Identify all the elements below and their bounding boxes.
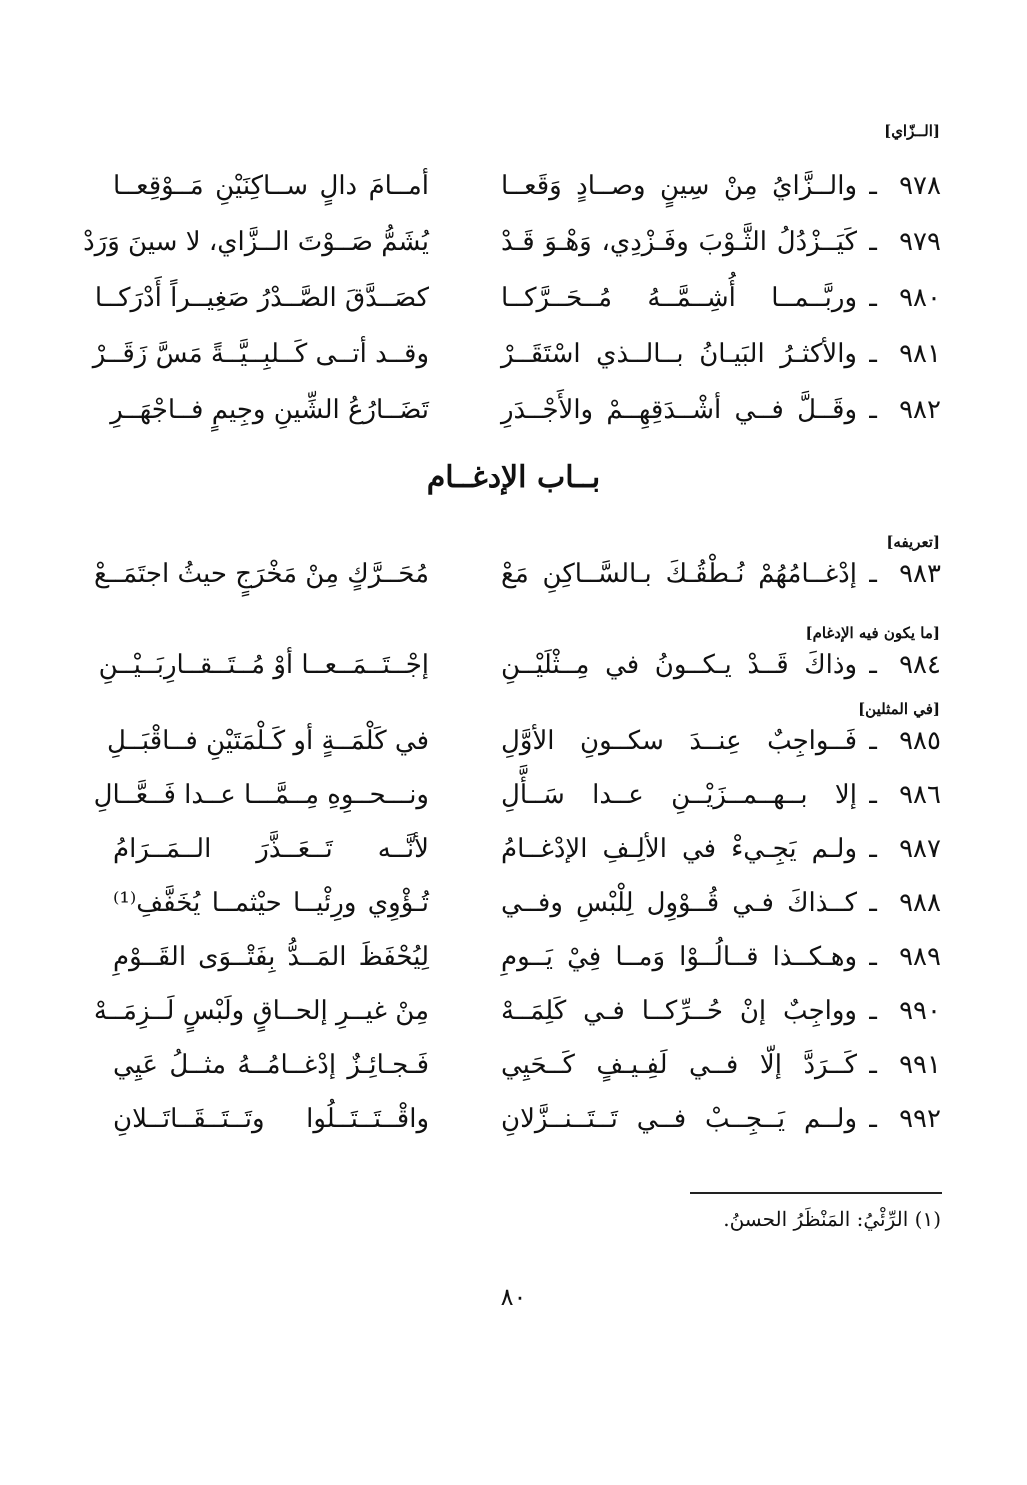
verse-978: ٩٧٨ ـ والــزَّايُ مِنْ سِينٍ وصــادٍ وَقَعــا أمــامَ دالٍ ســاكِنَيْنِ مَــوْقِعــا: [113, 171, 941, 201]
first-hemistich: كَــرَدَّ إلّا فــي لَفِـيـفٍ كَــحَيِي: [501, 1050, 857, 1080]
first-hemistich: كَيَــزْدُلُ الثَّـوْبَ وفَـزْدِي، وَهْـوَ قَـدْ: [501, 227, 857, 257]
section-heading-assimilation-cases: [ما يكون فيه الإدغام]: [805, 624, 940, 642]
verse-984: ٩٨٤ ـ وذاكَ قَــدْ يـكــونُ في مِــثْلَيْــنِ إجْــتَــمَــعــا أوْ مُــتَــقــارِبَــيْــنِ: [98, 650, 941, 680]
verse-number: ٩٩٠: [899, 996, 941, 1026]
first-hemistich: وواجِبٌ إنْ حُــرِّكــا فـي كَلِمَــهْ: [501, 996, 857, 1026]
verse-number: ٩٨٢: [899, 395, 941, 425]
verse-990: ٩٩٠ ـ وواجِبٌ إنْ حُــرِّكــا فـي كَلِمَــهْ مِنْ غيــرِ إلحــاقٍ ولَبْسٍ لَــزِمَــهْ: [93, 996, 941, 1026]
verse-number: ٩٧٨: [899, 171, 941, 201]
second-hemistich: كصَــدَّقَ الصَّــدْرُ صَغِيــراً أَدْرَكــا: [94, 283, 429, 313]
first-hemistich: كــذاكَ فـي قُــوْوِل لِلْبْسِ وفــي: [501, 888, 857, 918]
verse-number: ٩٩٢: [899, 1104, 941, 1134]
verse-989: ٩٨٩ ـ وهـكــذا قــالُــوْا وَمــا فِيْ يَــومِ لِيُحْفَظَ المَــدُّ بِفَتْــوَى القَــوْمِ: [113, 942, 941, 972]
second-hemistich: واقْــتَــتَــلُوا وتَــتَــقَــاتَــلانِ: [113, 1104, 429, 1134]
verse-982: ٩٨٢ ـ وقَــلَّ فــي أشْــدَقِهِــمْ والأَجْــدَرِ تَضَــارُعُ الشِّينِ وجِيمٍ فــاجْهَــرِ: [110, 395, 941, 425]
second-hemistich: يُشَمُّ صَــوْتَ الــزَّاي، لا سينَ وَرَدْ: [83, 227, 429, 257]
verse-981: ٩٨١ ـ والأكثـرُ البَيـانُ بــالــذي اسْتَقَــرْ وقــد أتــى كَــلبِــيَّــةً مَسَّ زَقَــرْ: [92, 339, 941, 369]
first-hemistich: إدْغــامُهُمْ نُـطْقُـكَ بـالسَّــاكِنِ مَعْ: [501, 559, 857, 589]
verse-number: ٩٨٧: [899, 834, 941, 864]
second-hemistich: لأنَّــه تَــعَــذَّرَ الــمَــرَامُ: [113, 834, 429, 864]
second-hemistich: إجْــتَــمَــعــا أوْ مُــتَــقــارِبَــيْــنِ: [98, 650, 429, 680]
verse-992: ٩٩٢ ـ ولــم يَــجِــبْ فــي تَــتَــنــزَّلانِ واقْــتَــتَــلُوا وتَــتَــقَــاتَــلانِ: [113, 1104, 941, 1134]
first-hemistich: والأكثـرُ البَيـانُ بــالــذي اسْتَقَــرْ: [501, 339, 857, 369]
verse-number: ٩٨٥: [899, 726, 941, 756]
second-hemistich: لِيُحْفَظَ المَــدُّ بِفَتْــوَى القَــوْمِ: [113, 942, 429, 972]
section-heading-zay: [الــزّاي]: [884, 122, 940, 140]
footnote: (١) الرِّئْيُ: المَنْظَرُ الحسنُ.: [723, 1207, 941, 1231]
chapter-title: بــاب الإدغــام: [426, 460, 601, 495]
first-hemistich: إلا بــهــمــزَيْــنِ عــدا سَــأَّلِ: [501, 780, 857, 810]
verse-number: ٩٨٤: [899, 650, 941, 680]
verse-987: ٩٨٧ ـ ولـم يَجِـيءْ في الألِـفِ الإدْغــامُ لأنَّــه تَــعَــذَّرَ الــمَــرَامُ: [113, 834, 941, 864]
first-hemistich: وربَّــمــا أُشِــمَّــهُ مُــحَــرَّكــا: [501, 283, 857, 313]
section-heading-identical-letters: [في المثلين]: [858, 700, 940, 718]
first-hemistich: ولــم يَــجِــبْ فــي تَــتَــنــزَّلانِ: [501, 1104, 857, 1134]
second-hemistich: فَـجـائِـزٌ إدْغــامُــهُ مثــلُ عَيِي: [113, 1050, 429, 1080]
verse-986: ٩٨٦ ـ إلا بــهــمــزَيْــنِ عــدا سَــأَّلِ ونـــحــوِهِ مِــمَّـــا عــدا فَــعَّــالِ: [93, 780, 941, 810]
footnote-separator: [690, 1192, 942, 1194]
verse-number: ٩٨٣: [899, 559, 941, 589]
section-heading-definition: [تعريفه]: [886, 533, 940, 551]
verse-number: ٩٩١: [899, 1050, 941, 1080]
second-hemistich: وقــد أتــى كَــلبِــيَّــةً مَسَّ زَقَــرْ: [92, 339, 429, 369]
second-hemistich: مِنْ غيــرِ إلحــاقٍ ولَبْسٍ لَــزِمَــهْ: [93, 996, 429, 1026]
verse-number: ٩٨٠: [899, 283, 941, 313]
second-hemistich: أمــامَ دالٍ ســاكِنَيْنِ مَــوْقِعــا: [113, 171, 429, 201]
verse-number: ٩٨١: [899, 339, 941, 369]
verse-979: ٩٧٩ ـ كَيَــزْدُلُ الثَّـوْبَ وفَـزْدِي، وَهْـوَ قَـدْ يُشَمُّ صَــوْتَ الــزَّاي، لا سينَ وَرَدْ: [83, 227, 941, 257]
verse-number: ٩٨٨: [899, 888, 941, 918]
verse-980: ٩٨٠ ـ وربَّــمــا أُشِــمَّــهُ مُــحَــرَّكــا كصَــدَّقَ الصَّــدْرُ صَغِيــراً أَدْرَكــا: [94, 283, 941, 313]
second-hemistich: ونـــحــوِهِ مِــمَّـــا عــدا فَــعَّــالِ: [93, 780, 429, 810]
verse-991: ٩٩١ ـ كَــرَدَّ إلّا فــي لَفِـيـفٍ كَــحَيِي فَـجـائِـزٌ إدْغــامُــهُ مثــلُ عَيِي: [113, 1050, 941, 1080]
verse-988: ٩٨٨ ـ كــذاكَ فـي قُــوْوِل لِلْبْسِ وفــي تُـؤْوِي ورِئْيــا حيْثمــا يُخَفَّفِ⁽¹⁾: [113, 888, 941, 918]
first-hemistich: ولـم يَجِـيءْ في الألِـفِ الإدْغــامُ: [501, 834, 857, 864]
second-hemistich: تُـؤْوِي ورِئْيــا حيْثمــا يُخَفَّفِ⁽¹⁾: [113, 888, 429, 918]
second-hemistich: في كَلْمَــةٍ أو كَـلْمَتَيْنِ فــاقْبَــلِ: [106, 726, 429, 756]
second-hemistich: مُحَــرَّكٍ مِنْ مَخْرَجٍ حيثُ اجتَمَــعْ: [93, 559, 429, 589]
second-hemistich: تَضَــارُعُ الشِّينِ وجِيمٍ فــاجْهَــرِ: [110, 395, 429, 425]
first-hemistich: والــزَّايُ مِنْ سِينٍ وصــادٍ وَقَعــا: [501, 171, 857, 201]
page-number: ٨٠: [500, 1283, 527, 1311]
first-hemistich: وقَــلَّ فــي أشْــدَقِهِــمْ والأَجْــدَرِ: [501, 395, 857, 425]
first-hemistich: وهـكــذا قــالُــوْا وَمــا فِيْ يَــومِ: [501, 942, 857, 972]
verse-number: ٩٧٩: [899, 227, 941, 257]
verse-983: ٩٨٣ ـ إدْغــامُهُمْ نُـطْقُـكَ بـالسَّــاكِنِ مَعْ مُحَــرَّكٍ مِنْ مَخْرَجٍ حيثُ اجتَمَــعْ: [93, 559, 941, 589]
first-hemistich: فَــواجِبٌ عِنــدَ سكــونِ الأوَّلِ: [501, 726, 857, 756]
verse-number: ٩٨٩: [899, 942, 941, 972]
first-hemistich: وذاكَ قَــدْ يـكــونُ في مِــثْلَيْــنِ: [501, 650, 857, 680]
verse-985: ٩٨٥ ـ فَــواجِبٌ عِنــدَ سكــونِ الأوَّلِ في كَلْمَــةٍ أو كَـلْمَتَيْنِ فــاقْبَــلِ: [106, 726, 941, 756]
verse-number: ٩٨٦: [899, 780, 941, 810]
